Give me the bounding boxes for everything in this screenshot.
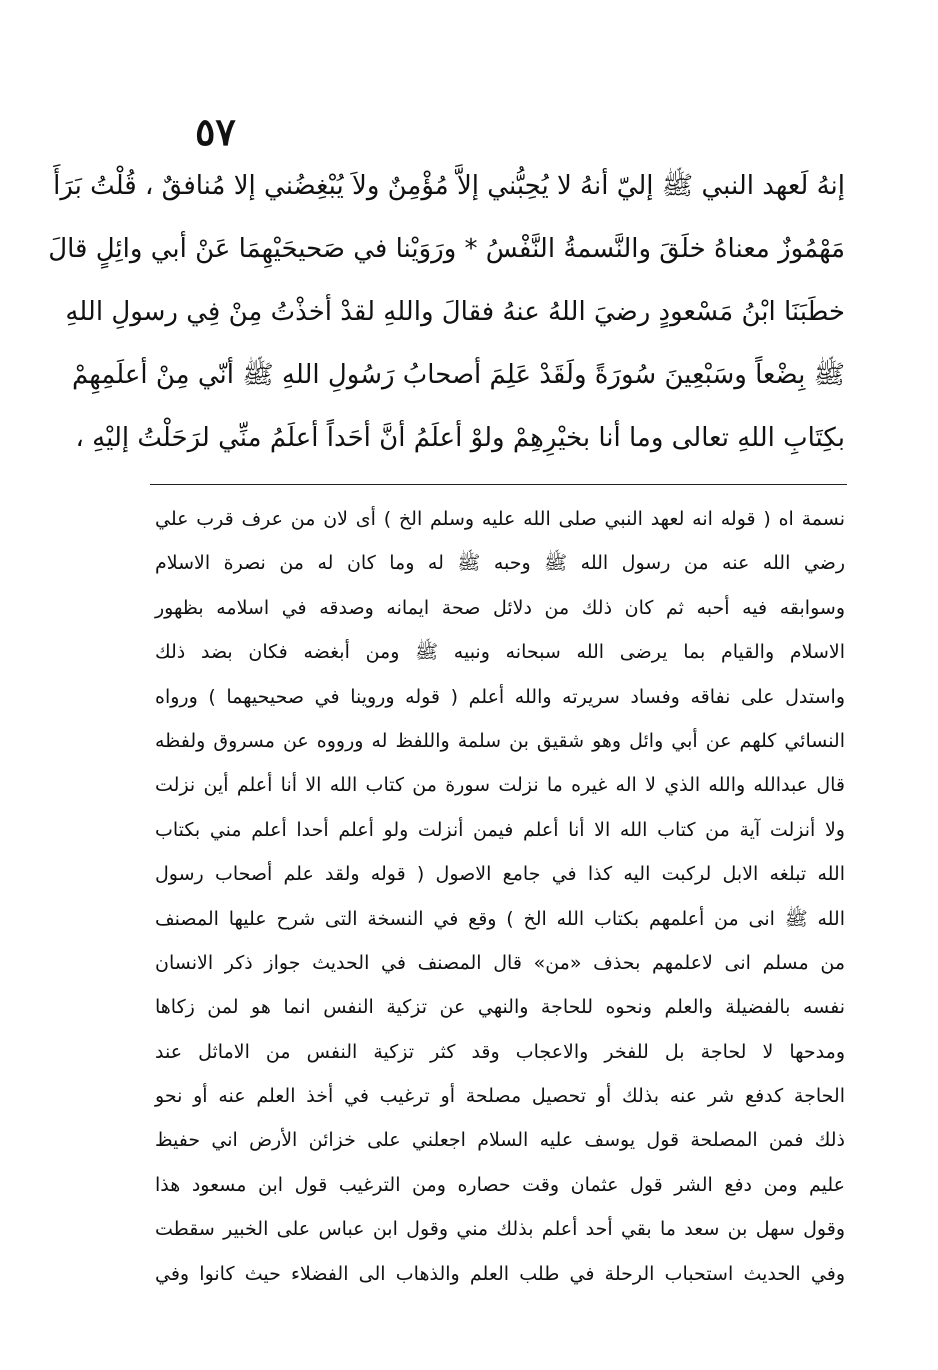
- main-text-line: خطَبَنَا ابْنُ مَسْعودٍ رضيَ اللهُ عنهُ فقالَ واللهِ لقدْ أخذْتُ مِنْ فِي رسولِ اللهِ: [65, 297, 845, 327]
- commentary-line: قال عبدالله والله الذي لا اله غيره ما نزلت سورة من كتاب الله الا أنا أعلم أين نزلت: [155, 774, 845, 797]
- commentary-line: وسوابقه فيه أحبه ثم كان ذلك من دلائل صحة ايمانه وصدقه في اسلامه بظهور: [155, 596, 845, 619]
- commentary-line: من مسلم انى لاعلمهم بحذف «من» قال المصنف في الحديث جواز ذكر الانسان: [155, 951, 845, 974]
- commentary-line: عليم ومن دفع الشر قول عثمان وقت حصاره ومن الترغيب قول ابن مسعود هذا: [155, 1173, 845, 1196]
- main-text-line: مَهْمُوزٌ معناهُ خلَقَ والنَّسمةُ النَّفْسُ * ورَوَيْنا في صَحيحَيْهِمَا عَنْ أبي وائِلٍ قالَ: [48, 234, 845, 264]
- commentary-line: النسائي كلهم عن أبي وائل وهو شقيق بن سلمة واللفظ له ورووه عن مسروق ولفظه: [155, 729, 845, 752]
- commentary-line: ومدحها لا لحاجة بل للفخر والاعجاب وقد كثر تزكية النفس من الاماثل عند: [155, 1040, 845, 1063]
- commentary-line: نفسه بالفضيلة والعلم ونحوه للحاجة والنهي عن تزكية النفس انما هو لمن زكاها: [155, 996, 845, 1019]
- commentary-line: الاسلام والقيام بما يرضى الله سبحانه ونبيه ﷺ ومن أبغضه فكان بضد ذلك: [155, 641, 845, 664]
- commentary-line: واستدل على نفاقه وفساد سريرته والله أعلم ( قوله وروينا في صحيحيهما ) ورواه: [155, 685, 845, 708]
- commentary-line: وفي الحديث استحباب الرحلة في طلب العلم والذهاب الى الفضلاء حيث كانوا وفي: [155, 1262, 845, 1285]
- commentary-line: رضي الله عنه من رسول الله ﷺ وحبه ﷺ له وما كان له من نصرة الاسلام: [155, 552, 845, 575]
- commentary-line: ولا أنزلت آية من كتاب الله الا أنا أعلم فيمن أنزلت ولو أعلم أحدا أعلم مني بكتاب: [155, 818, 845, 841]
- commentary-line: الحاجة كدفع شر عنه بذلك أو تحصيل مصلحة أو ترغيب في أخذ العلم عنه أو نحو: [155, 1085, 845, 1108]
- footnote-divider: [150, 484, 847, 485]
- commentary-line: ذلك فمن المصلحة قول يوسف عليه السلام اجعلني على خزائن الأرض اني حفيظ: [155, 1129, 845, 1152]
- commentary-line: الله تبلغه الابل لركبت اليه كذا في جامع الاصول ( قوله ولقد علم أصحاب رسول: [155, 863, 845, 886]
- main-text-block: [48, 155, 845, 470]
- commentary-block: [155, 497, 845, 1296]
- main-text-line: ﷺ بِضْعاً وسَبْعِينَ سُورَةً ولَقَدْ عَلِمَ أصحابُ رَسُولِ اللهِ ﷺ أنّي مِنْ أعلَمِهِمْ: [71, 360, 845, 390]
- commentary-line: وقول سهل بن سعد ما بقي أحد أعلم بذلك مني وقول ابن عباس على الخبير سقطت: [155, 1218, 845, 1241]
- main-text-line: بكِتَابِ اللهِ تعالى وما أنا بخيْرِهِمْ ولوْ أعلَمُ أنَّ أحَداً أعلَمُ منِّي لرَحَلْتُ إليْهِ ،: [75, 423, 845, 453]
- commentary-line: نسمة اه ( قوله انه لعهد النبي صلى الله عليه وسلم الخ ) أى لان من عرف قرب علي: [155, 508, 845, 530]
- page-number: ٥٧: [195, 109, 236, 154]
- main-text-line: إنهُ لَعهد النبي ﷺ إليّ أنهُ لا يُحِبُّني إلاَّ مُؤْمِنٌ ولاَ يُبْغِضُني إلا مُنافقٌ ، قُلْتُ بَرَأَ: [53, 171, 845, 201]
- commentary-line: الله ﷺ انى من أعلمهم بكتاب الله الخ ) وقع في النسخة التى شرح عليها المصنف: [155, 907, 845, 930]
